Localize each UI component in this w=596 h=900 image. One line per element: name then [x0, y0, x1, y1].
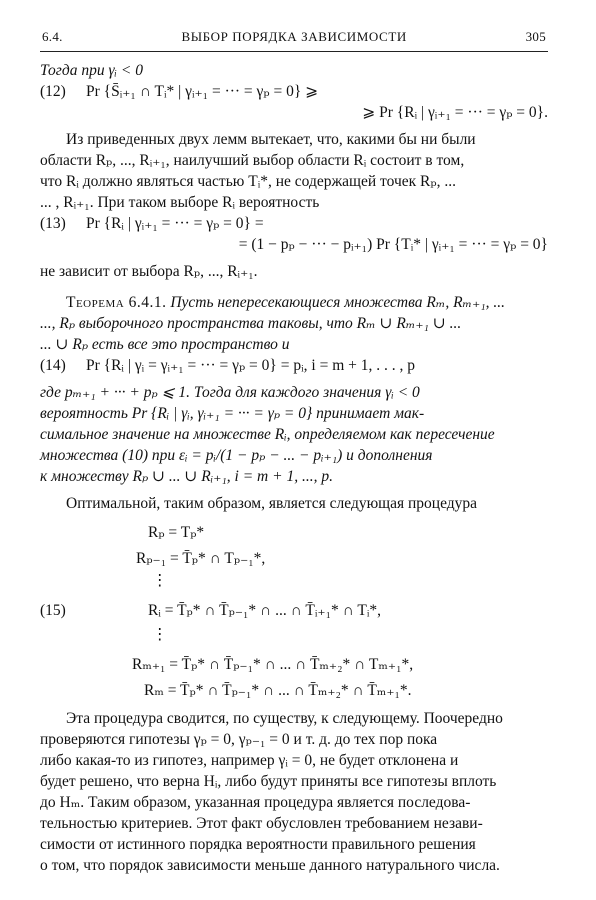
text-line: будет решено, что верна Hᵢ, либо будут приняты все гипотезы вплоть — [40, 773, 497, 790]
system-row: Rₚ = Tₚ* — [148, 524, 205, 541]
text-line: области Rₚ, ..., Rᵢ₊₁, наилучший выбор области Rᵢ состоит в том, — [40, 152, 465, 169]
equation-part: ⩾ Pr {Rᵢ | γᵢ₊₁ = ··· = γₚ = 0}. — [362, 104, 548, 121]
theorem-text: к множеству Rₚ ∪ ... ∪ Rᵢ₊₁, i = m + 1, ..., p. — [40, 468, 333, 485]
system-row: ⋮ — [152, 572, 168, 589]
system-row: ⋮ — [152, 626, 168, 643]
equation-part: = (1 − pₚ − ··· − pᵢ₊₁) Pr {Tᵢ* | γᵢ₊₁ = ··· = γₚ = 0} — [238, 236, 548, 253]
theorem-text: ... ∪ Rₚ есть все это пространство и — [40, 336, 290, 353]
equation-part: Pr {S̄ᵢ₊₁ ∩ Tᵢ* | γᵢ₊₁ = ··· = γₚ = 0} ⩾ — [86, 83, 319, 100]
system-row: Rₚ₋₁ = T̄ₚ* ∩ Tₚ₋₁*, — [136, 550, 266, 567]
text-line: Оптимальной, таким образом, является следующая процедура — [66, 495, 478, 512]
equation-part: Pr {Rᵢ | γᵢ = γᵢ₊₁ = ··· = γₚ = 0} = pᵢ, i = m + 1, . . . , p — [86, 357, 415, 374]
theorem-text: множества (10) при εᵢ = pᵢ/(1 − pₚ − ... − pᵢ₊₁) и дополнения — [40, 447, 433, 464]
text-line: Тогда при γᵢ < 0 — [40, 62, 143, 79]
text-line: ... , Rᵢ₊₁. При таком выборе Rᵢ вероятность — [40, 194, 320, 211]
system-row: Rₘ = T̄ₚ* ∩ T̄ₚ₋₁* ∩ ... ∩ T̄ₘ₊₂* ∩ T̄ₘ₊₁*. — [144, 682, 412, 699]
text-line: до Hₘ. Таким образом, указанная процедура является последова- — [40, 794, 471, 811]
page-number: 305 — [525, 29, 546, 44]
equation-12 — [40, 81, 548, 102]
equation-13 — [40, 213, 548, 234]
text-line: симости от истинного порядка вероятности правильного решения — [40, 836, 476, 853]
running-header — [40, 26, 548, 52]
equation-number: (12) — [40, 83, 66, 100]
theorem-text: ..., Rₚ выборочного пространства таковы, что Rₘ ∪ Rₘ₊₁ ∪ ... — [40, 315, 462, 332]
text-line: не зависит от выбора Rₚ, ..., Rᵢ₊₁. — [40, 263, 258, 280]
system-row: Rₘ₊₁ = T̄ₚ* ∩ T̄ₚ₋₁* ∩ ... ∩ T̄ₘ₊₂* ∩ Tₘ₊₁*, — [132, 656, 414, 673]
equation-15-system — [40, 518, 548, 708]
theorem-label: Теорема 6.4.1. — [66, 294, 167, 311]
equation-number: (15) — [40, 602, 66, 619]
theorem-text: где pₘ₊₁ + ··· + pₚ ⩽ 1. Тогда для каждого значения γᵢ < 0 — [40, 384, 420, 401]
theorem-line — [40, 292, 548, 313]
book-page — [40, 26, 548, 876]
equation-number: (13) — [40, 215, 66, 232]
text-line: Из приведенных двух лемм вытекает, что, какими бы ни были — [66, 131, 476, 148]
text-line: Эта процедура сводится, по существу, к следующему. Поочередно — [66, 710, 503, 727]
text-line: о том, что порядок зависимости меньше данного натурального числа. — [40, 857, 500, 874]
theorem-text: симальное значение на множестве Rᵢ, определяемом как пересечение — [40, 426, 495, 443]
text-line: тельностью критериев. Этот факт обусловлен требованием незави- — [40, 815, 483, 832]
text-line: что Rᵢ должно являться частью Tᵢ*, не содержащей точек Rₚ, ... — [40, 173, 456, 190]
text-line: проверяются гипотезы γₚ = 0, γₚ₋₁ = 0 и т. д. до тех пор пока — [40, 731, 438, 748]
running-title: ВЫБОР ПОРЯДКА ЗАВИСИМОСТИ — [181, 29, 407, 44]
theorem-text: Пусть непересекающиеся множества Rₘ, Rₘ₊₁, ... — [170, 294, 506, 311]
chapter-number: 6.4. — [42, 29, 63, 44]
equation-14 — [40, 355, 548, 376]
equation-number: (14) — [40, 357, 66, 374]
text-line: либо какая-то из гипотез, например γᵢ = 0, не будет отклонена и — [40, 752, 459, 769]
theorem-text: вероятность Pr {Rᵢ | γᵢ, γᵢ₊₁ = ··· = γₚ = 0} принимает мак- — [40, 405, 425, 422]
equation-part: Pr {Rᵢ | γᵢ₊₁ = ··· = γₚ = 0} = — [86, 215, 264, 232]
system-row: Rᵢ = T̄ₚ* ∩ T̄ₚ₋₁* ∩ ... ∩ T̄ᵢ₊₁* ∩ Tᵢ*, — [148, 602, 382, 619]
